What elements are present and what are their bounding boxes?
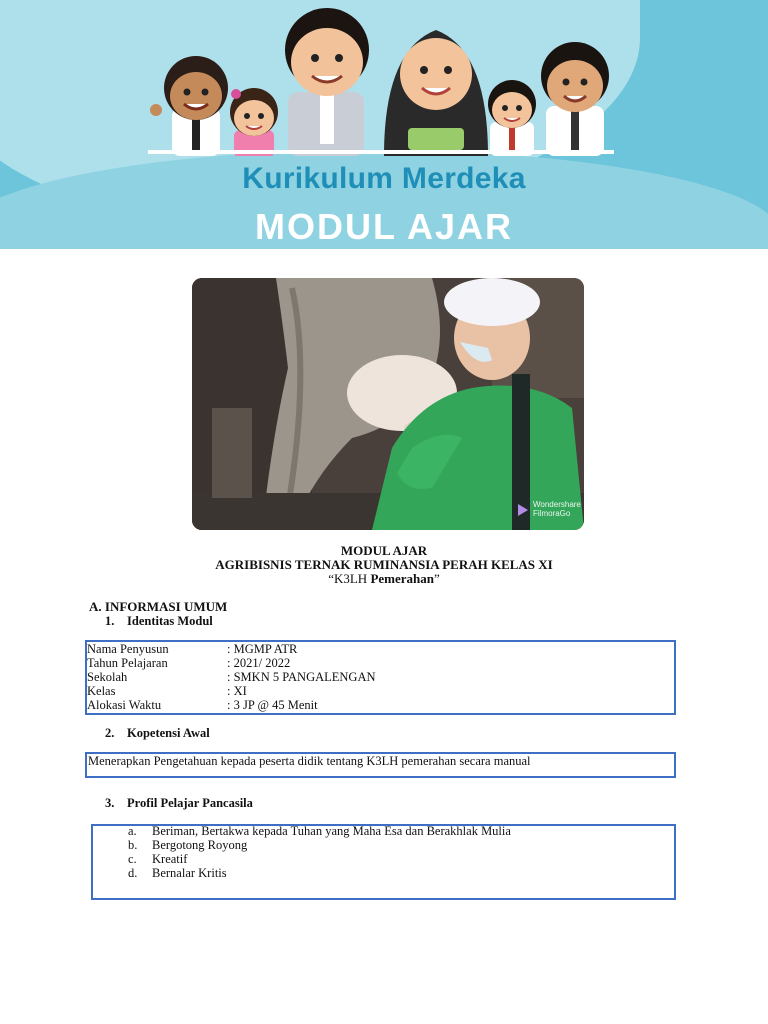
- milking-photo: [192, 278, 584, 530]
- banner-title: Kurikulum Merdeka: [242, 162, 526, 195]
- doc-title: MODUL AJAR: [340, 543, 428, 558]
- children-illustration-icon: [140, 6, 630, 156]
- identitas-modul-box: [85, 640, 676, 715]
- header-banner: [0, 0, 768, 249]
- subheading-identitas-modul: 1. Identitas Modul: [105, 614, 213, 628]
- subheading-profil-pelajar: 3. Profil Pelajar Pancasila: [105, 796, 253, 810]
- subheading-kopetensi-awal: 2. Kopetensi Awal: [105, 726, 210, 740]
- watermark-text: Wondershare FilmoraGo: [533, 500, 581, 518]
- doc-subject: AGRIBISNIS TERNAK RUMINANSIA PERAH KELAS XI: [215, 557, 553, 572]
- doc-topic: “K3LH Pemerahan”: [328, 571, 440, 586]
- watermark-logo-icon: [517, 503, 529, 517]
- banner-divider: [148, 150, 614, 154]
- milking-scene-image: [192, 278, 584, 530]
- section-heading-informasi-umum: A. INFORMASI UMUM: [89, 599, 228, 614]
- banner-subtitle: MODUL AJAR: [254, 206, 513, 247]
- kopetensi-awal-text: Menerapkan Pengetahuan kepada peserta didik tentang K3LH pemerahan secara manual: [88, 754, 531, 768]
